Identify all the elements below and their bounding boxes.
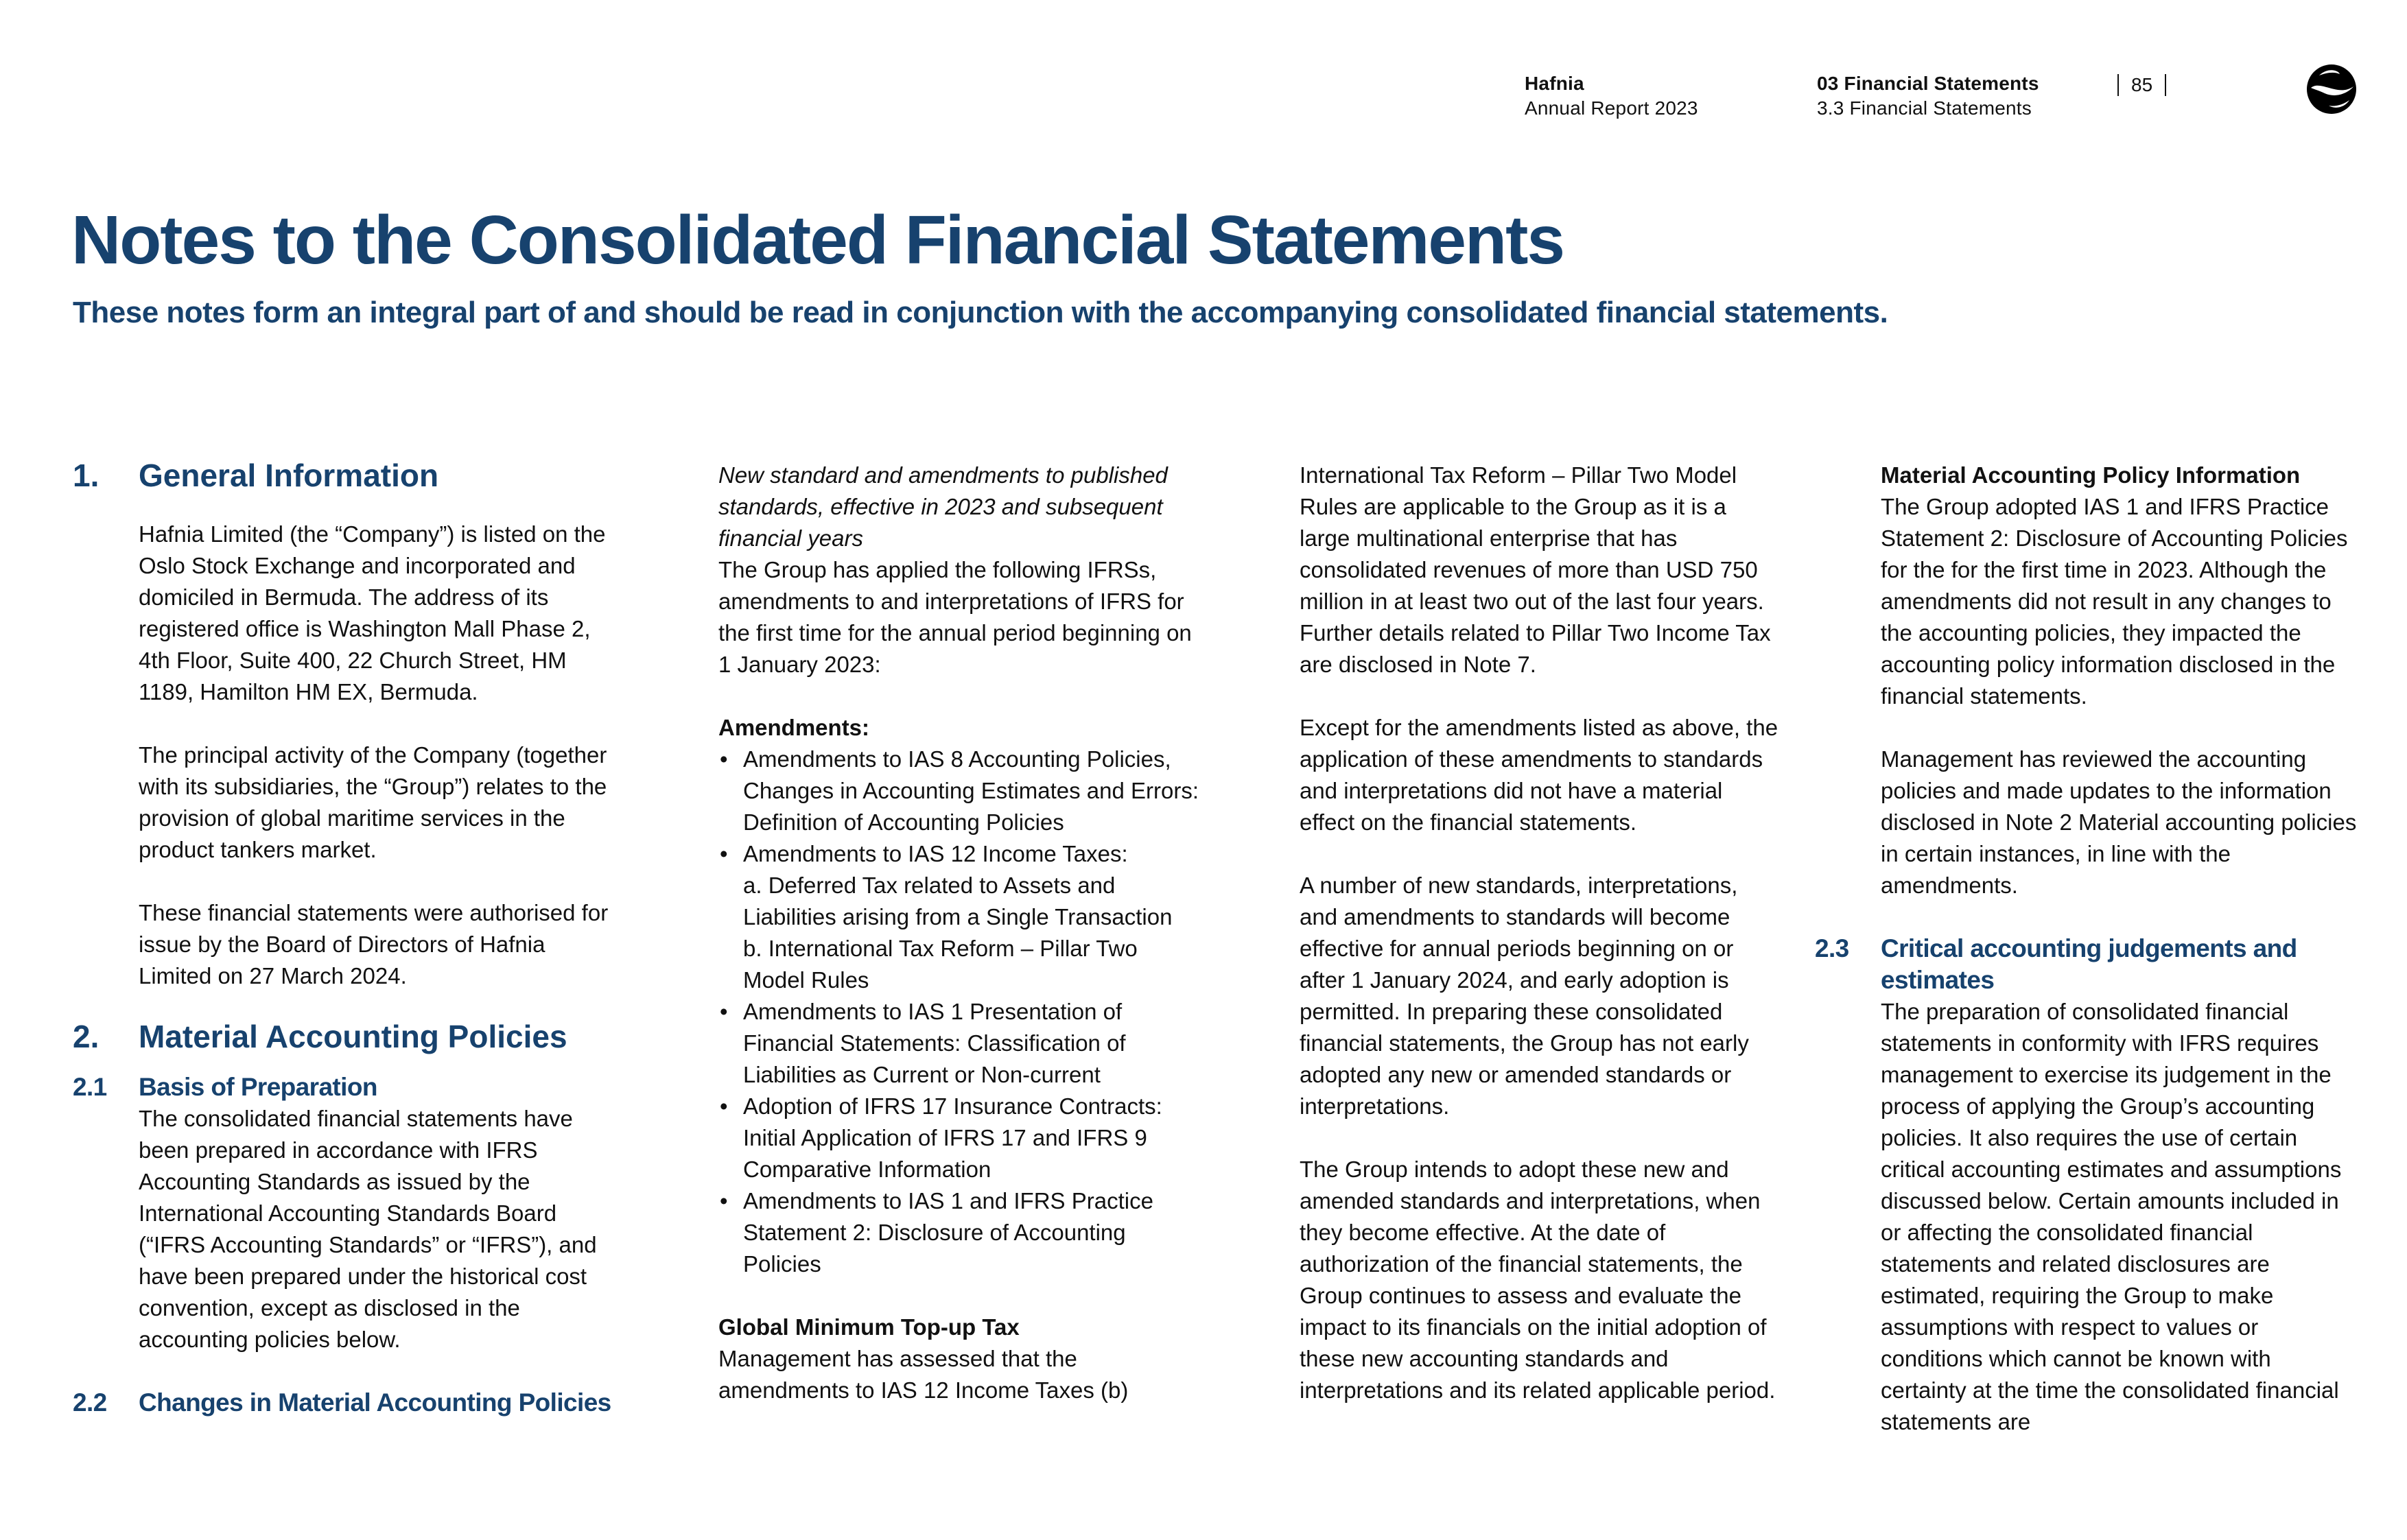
paragraph: Hafnia Limited (the “Company”) is listed on the Oslo Stock Exchange and incorporated and domiciled in Bermuda. The address of its registered office is Washington Mall Phase 2, 4th Floor, Suite 400, 22 Church Street, HM 1189, Hamilton HM EX, Bermuda. xyxy=(139,521,606,704)
hafnia-logo-icon xyxy=(2304,62,2359,117)
column-2 xyxy=(718,460,1199,1406)
list-item xyxy=(718,744,1199,838)
page-subtitle: These notes form an integral part of and should be read in conjunction with the accompanying consolidated financial statements. xyxy=(73,296,1888,329)
page-number-value: 85 xyxy=(2131,74,2153,95)
column-3 xyxy=(1300,460,1780,1406)
section-2-2-heading xyxy=(73,1387,622,1419)
paragraph: The Group intends to adopt these new and amended standards and interpretations, when they become effective. At the date of authorization of the financial statements, the Group continues to assess and evaluate the impact to its financials on the initial adoption of these new accounting standards and interpretations and its related applicable period. xyxy=(1300,1157,1776,1403)
header-report: Annual Report 2023 xyxy=(1525,97,1698,119)
paragraph: These financial statements were authorised for issue by the Board of Directors of Hafnia Limited on 27 March 2024. xyxy=(139,900,609,988)
section-number: 2. xyxy=(73,1019,99,1054)
paragraph: Management has assessed that the amendments to IAS 12 Income Taxes (b) xyxy=(718,1346,1129,1403)
subsection-title: Changes in Material Accounting Policies xyxy=(139,1388,611,1417)
paragraph: The Group has applied the following IFRSs, amendments to and interpretations of IFRS for the first time for the annual period beginning on 1 January 2023: xyxy=(718,557,1192,677)
section-number: 1. xyxy=(73,458,99,493)
header-section-block xyxy=(1817,71,2039,121)
section-2-3-heading xyxy=(1815,933,2357,996)
header-section: 03 Financial Statements xyxy=(1817,73,2039,94)
list-item-text: Amendments to IAS 8 Accounting Policies, Changes in Accounting Estimates and Errors: Definition of Accounting Policies xyxy=(743,746,1199,835)
list-subitem: b. International Tax Reform – Pillar Two Model Rules xyxy=(743,936,1138,993)
column-1 xyxy=(73,455,622,1419)
global-tax-heading: Global Minimum Top-up Tax xyxy=(718,1314,1020,1340)
subsection-number: 2.2 xyxy=(73,1388,107,1417)
italic-heading: New standard and amendments to published standards, effective in 2023 and subsequent financial years xyxy=(718,462,1168,551)
subsection-title: Critical accounting judgements and estimates xyxy=(1881,934,2297,994)
section-2-heading xyxy=(73,1017,622,1056)
page-number xyxy=(2117,73,2166,97)
subsection-title: Basis of Preparation xyxy=(139,1073,377,1101)
column-4 xyxy=(1815,460,2357,1438)
section-title: General Information xyxy=(139,458,439,493)
list-subitem: a. Deferred Tax related to Assets and Liabilities arising from a Single Transaction xyxy=(743,873,1173,929)
paragraph: International Tax Reform – Pillar Two Model Rules are applicable to the Group as it is a large multinational enterprise that has consolidated revenues of more than USD 750 million in at least two out of the last four years. Further details related to Pillar Two Income Tax are disclosed in Note 7. xyxy=(1300,462,1771,677)
page-number-divider-left xyxy=(2117,74,2119,96)
list-item xyxy=(718,838,1199,996)
paragraph: Management has reviewed the accounting policies and made updates to the information disclosed in Note 2 Material accounting policies in certain instances, in line with the amendments. xyxy=(1881,746,2357,898)
list-item-text: Amendments to IAS 12 Income Taxes: xyxy=(743,841,1128,866)
header-company: Hafnia xyxy=(1525,73,1584,94)
page-title: Notes to the Consolidated Financial Statements xyxy=(71,202,1564,279)
list-item xyxy=(718,1185,1199,1280)
paragraph: Except for the amendments listed as above, the application of these amendments to standards and interpretations did not have a material effect on the financial statements. xyxy=(1300,715,1778,835)
amendments-list xyxy=(718,744,1199,1280)
section-1-heading xyxy=(73,455,622,495)
amendments-label: Amendments: xyxy=(718,715,870,740)
list-item-text: Adoption of IFRS 17 Insurance Contracts: Initial Application of IFRS 17 and IFRS 9 Comparative Information xyxy=(743,1093,1162,1182)
section-2-1-heading xyxy=(73,1071,622,1103)
list-item xyxy=(718,1091,1199,1185)
page-number-divider-right xyxy=(2165,74,2166,96)
list-item-text: Amendments to IAS 1 and IFRS Practice Statement 2: Disclosure of Accounting Policies xyxy=(743,1188,1153,1277)
subsection-number: 2.1 xyxy=(73,1073,107,1101)
paragraph: A number of new standards, interpretations, and amendments to standards will become effective for annual periods beginning on or after 1 January 2024, and early adoption is permitted. In preparing these consolidated financial statements, the Group has not early adopted any new or amended standards or interpretations. xyxy=(1300,873,1749,1119)
header-company-block xyxy=(1525,71,1698,121)
material-accounting-policy-heading: Material Accounting Policy Information xyxy=(1881,462,2301,488)
header-subsection: 3.3 Financial Statements xyxy=(1817,97,2032,119)
paragraph: The consolidated financial statements have been prepared in accordance with IFRS Accounting Standards as issued by the International Accounting Standards Board (“IFRS Accounting Standards” or “IFRS”), and have been prepared under the historical cost convention, except as disclosed in the accounting policies below. xyxy=(139,1106,597,1352)
paragraph: The preparation of consolidated financial statements in conformity with IFRS requires management to exercise its judgement in the process of applying the Group’s accounting policies. It also requires the use of certain critical accounting estimates and assumptions discussed below. Certain amounts included in or affecting the consolidated financial statements and related disclosures are estimated, requiring the Group to make assumptions with respect to values or conditions which cannot be known with certainty at the time the consolidated financial statements are xyxy=(1881,999,2342,1434)
paragraph: The principal activity of the Company (together with its subsidiaries, the “Group”) relates to the provision of global maritime services in the product tankers market. xyxy=(139,742,607,862)
section-title: Material Accounting Policies xyxy=(139,1019,567,1054)
subsection-number: 2.3 xyxy=(1815,934,1849,962)
list-item xyxy=(718,996,1199,1091)
paragraph: The Group adopted IAS 1 and IFRS Practice Statement 2: Disclosure of Accounting Policies for the for the first time in 2023. Although the amendments did not result in any changes to the accounting policies, they impacted the accounting policy information disclosed in the financial statements. xyxy=(1881,494,2348,709)
list-item-text: Amendments to IAS 1 Presentation of Financial Statements: Classification of Liabilities as Current or Non-current xyxy=(743,999,1126,1087)
